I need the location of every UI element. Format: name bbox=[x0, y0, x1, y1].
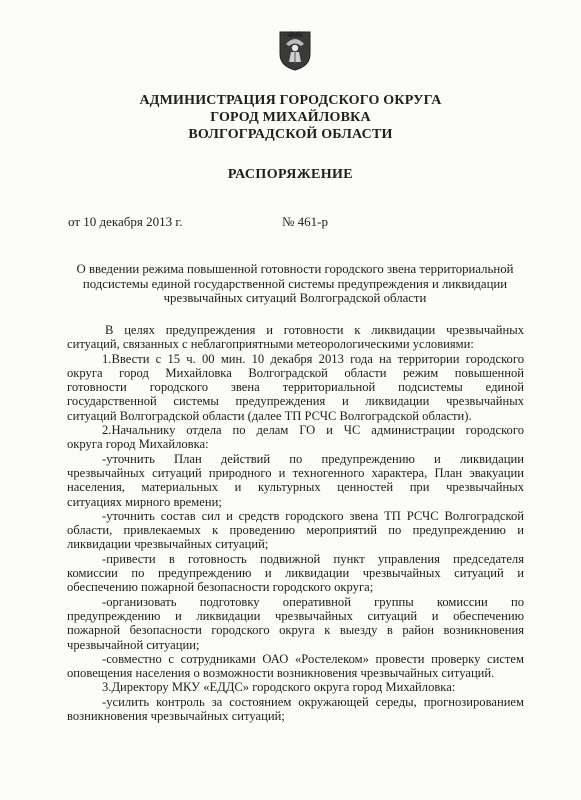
organization-header bbox=[0, 92, 581, 143]
body-line: ситуациях мирного времени; bbox=[67, 494, 222, 509]
coat-of-arms-icon bbox=[277, 28, 313, 72]
body-line: ситуаций Волгоградской области (далее ТП РСЧС Волгоградской области). bbox=[67, 408, 472, 423]
body-line: оповещения населения о возможности возникновения чрезвычайных ситуаций. bbox=[67, 666, 495, 681]
body-line: области, привлекаемых к проведению мероприятий по предупреждению и bbox=[67, 523, 524, 538]
body-line: предупреждению и ликвидации чрезвычайных ситуаций и обеспечению bbox=[67, 608, 524, 623]
document-number: № 461-р bbox=[282, 214, 328, 229]
body-line: чрезвычайных ситуаций природного и техногенного характера, План эвакуации bbox=[67, 465, 524, 480]
header-line-1: АДМИНИСТРАЦИЯ ГОРОДСКОГО ОКРУГА bbox=[139, 93, 442, 108]
subject-line: чрезвычайных ситуаций Волгоградской области bbox=[163, 291, 427, 306]
body-line: ситуаций, связанных с неблагоприятными метеорологическими условиями: bbox=[67, 337, 474, 352]
body-line: чрезвычайной ситуации; bbox=[67, 637, 200, 652]
body-line: готовности городского звена территориальной подсистемы единой bbox=[67, 380, 524, 395]
document-type: РАСПОРЯЖЕНИЕ bbox=[227, 167, 354, 182]
body-line: комиссии по предупреждению и ликвидации чрезвычайных ситуаций и bbox=[67, 566, 524, 581]
body-line: -организовать подготовку оперативной группы комиссии по bbox=[102, 594, 524, 609]
body-line: -уточнить состав сил и средств городского звена ТП РСЧС Волгоградской bbox=[102, 508, 524, 523]
body-line: пожарной безопасности городского округа к выезду в район возникновения bbox=[67, 623, 524, 638]
header-line-3: ВОЛГОГРАДСКОЙ ОБЛАСТИ bbox=[188, 127, 393, 142]
body-line: ликвидации чрезвычайных ситуаций; bbox=[67, 537, 269, 552]
body-line: -усилить контроль за состоянием окружающей середы, прогнозированием bbox=[102, 694, 524, 709]
subject-line: подсистемы единой государственной системы предупреждения и ликвидации bbox=[82, 276, 508, 291]
body-line: обеспечению пожарной безопасности городского округа; bbox=[67, 580, 374, 595]
document-date: от 10 декабря 2013 г. bbox=[68, 214, 183, 229]
body-line: государственной системы предупреждения и ликвидации чрезвычайных bbox=[67, 394, 524, 409]
body-line: возникновения чрезвычайных ситуаций; bbox=[67, 709, 285, 724]
body-line: округа город Михайловка Волгоградской области режим повышенной bbox=[67, 365, 524, 380]
subject-line: О введении режима повышенной готовности городского звена территориальной bbox=[76, 262, 514, 276]
body-line: округа город Михайловка: bbox=[67, 437, 209, 452]
body-line: населения, материальных и культурных ценностей при чрезвычайных bbox=[67, 480, 524, 495]
body-line: -совместно с сотрудниками ОАО «Ростелеком» провести проверку систем bbox=[102, 651, 524, 666]
body-line: -уточнить План действий по предупреждению и ликвидации bbox=[102, 451, 524, 466]
body-line: В целях предупреждения и готовности к ликвидации чрезвычайных bbox=[105, 323, 524, 337]
document-body bbox=[67, 323, 524, 723]
body-line: 3.Директору МКУ «ЕДДС» городского округа город Михайловка: bbox=[102, 680, 456, 695]
document-subject bbox=[60, 262, 530, 306]
header-line-2: ГОРОД МИХАЙЛОВКА bbox=[210, 110, 371, 125]
body-line: 2.Начальнику отдела по делам ГО и ЧС администрации городского bbox=[102, 423, 524, 438]
body-line: 1.Ввести с 15 ч. 00 мин. 10 декабря 2013 года на территории городского bbox=[102, 351, 524, 366]
body-line: -привести в готовность подвижной пункт управления председателя bbox=[102, 551, 524, 566]
